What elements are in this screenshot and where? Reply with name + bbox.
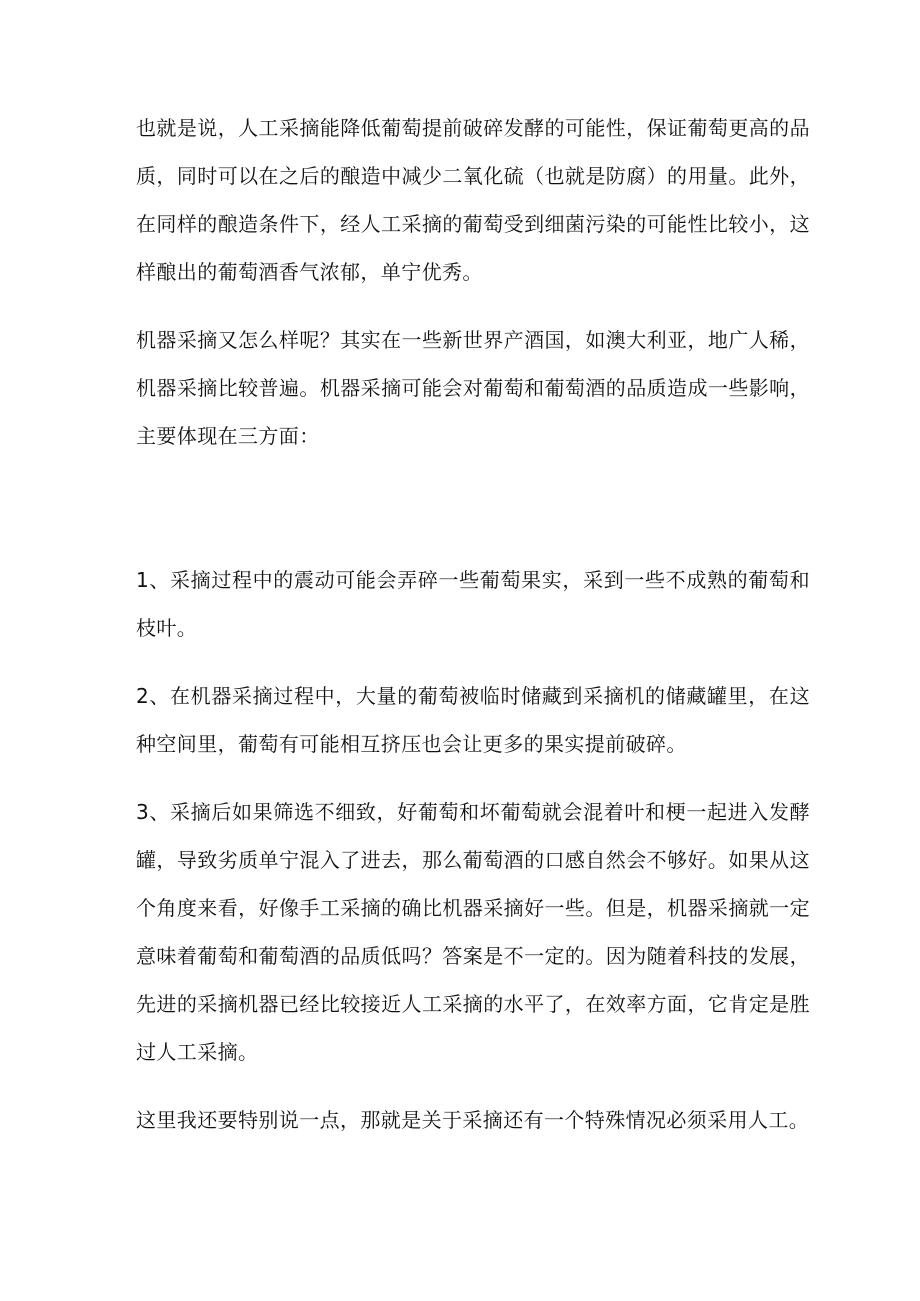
paragraph-special-case: 这里我还要特别说一点，那就是关于采摘还有一个特殊情况必须采用人工。 bbox=[136, 1108, 810, 1132]
paragraph-point-3: 3、采摘后如果筛选不细致，好葡萄和坏葡萄就会混着叶和梗一起进入发酵罐，导致劣质单宁混入了进去，那么葡萄酒的口感自然会不够好。如果从这个角度来看，好像手工采摘的确比机器采摘好一些。但是，机器采摘就一定意味着葡萄和葡萄酒的品质低吗？答案是不一定的。因为随着科技的发展，先进的采摘机器已经比较接近人工采摘的水平了，在效率方面，它肯定是胜过人工采摘。 bbox=[136, 800, 810, 1064]
section-spacer bbox=[136, 460, 810, 556]
paragraph-point-1: 1、采摘过程中的震动可能会弄碎一些葡萄果实，采到一些不成熟的葡萄和枝叶。 bbox=[136, 568, 810, 640]
paragraph-spacer bbox=[136, 1076, 810, 1096]
paragraph-point-2: 2、在机器采摘过程中，大量的葡萄被临时储藏到采摘机的储藏罐里，在这种空间里，葡萄有可能相互挤压也会让更多的果实提前破碎。 bbox=[136, 684, 810, 756]
paragraph-machine-harvest-intro: 机器采摘又怎么样呢？其实在一些新世界产酒国，如澳大利亚，地广人稀，机器采摘比较普遍。机器采摘可能会对葡萄和葡萄酒的品质造成一些影响，主要体现在三方面： bbox=[136, 328, 810, 448]
paragraph-spacer bbox=[136, 652, 810, 672]
paragraph-spacer bbox=[136, 768, 810, 788]
paragraph-manual-harvest-benefits: 也就是说，人工采摘能降低葡萄提前破碎发酵的可能性，保证葡萄更高的品质，同时可以在之后的酿造中减少二氧化硫（也就是防腐）的用量。此外，在同样的酿造条件下，经人工采摘的葡萄受到细菌污染的可能性比较小，这样酿出的葡萄酒香气浓郁，单宁优秀。 bbox=[136, 116, 810, 284]
paragraph-spacer bbox=[136, 296, 810, 316]
